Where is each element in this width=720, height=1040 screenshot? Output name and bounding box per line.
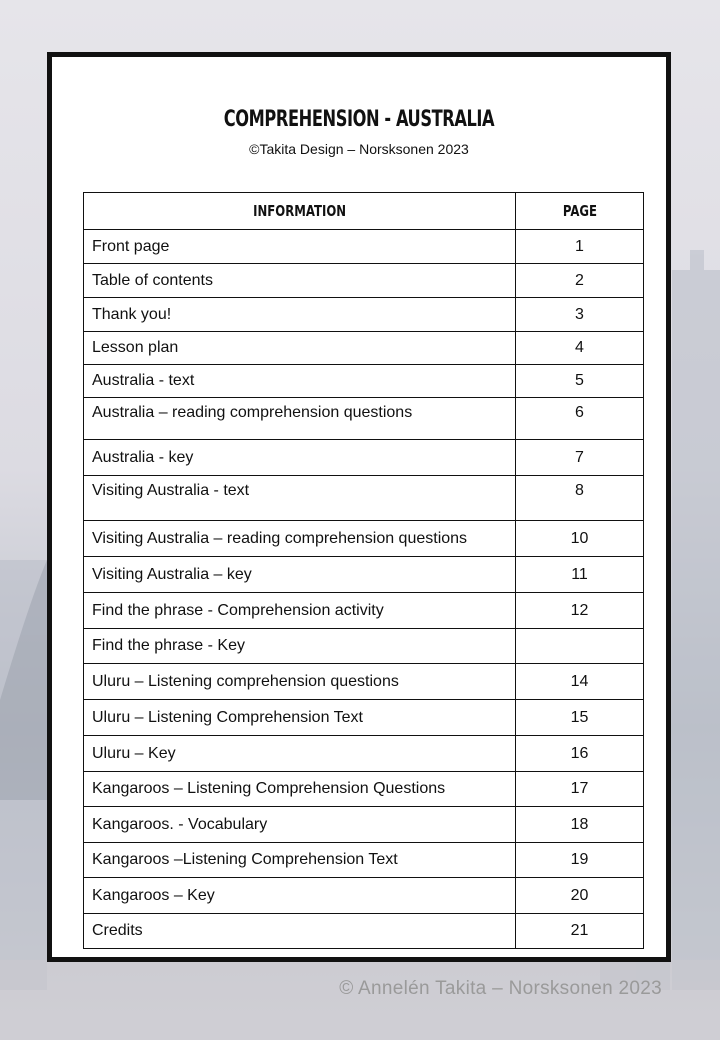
row-page: 7 <box>516 440 644 476</box>
row-info: Kangaroos – Listening Comprehension Questions <box>84 772 516 807</box>
row-page: 12 <box>516 593 644 629</box>
row-info: Uluru – Listening comprehension questions <box>84 664 516 700</box>
row-page <box>516 629 644 664</box>
table-row <box>84 700 644 736</box>
row-page: 10 <box>516 521 644 557</box>
table-row <box>84 230 644 264</box>
row-info: Uluru – Key <box>84 736 516 772</box>
row-page: 14 <box>516 664 644 700</box>
table-row <box>84 914 644 949</box>
table-row <box>84 440 644 476</box>
copyright-watermark: © Annelén Takita – Norsksonen 2023 <box>339 978 662 999</box>
row-info: Front page <box>84 230 516 264</box>
row-page: 4 <box>516 332 644 365</box>
table-row <box>84 772 644 807</box>
table-row <box>84 593 644 629</box>
table-row <box>84 664 644 700</box>
row-page: 3 <box>516 298 644 332</box>
row-info: Credits <box>84 914 516 949</box>
row-info: Find the phrase - Comprehension activity <box>84 593 516 629</box>
contents-table <box>83 192 644 949</box>
document-title: COMPREHENSION - AUSTRALIA <box>223 107 495 132</box>
row-info: Kangaroos. - Vocabulary <box>84 807 516 843</box>
row-page: 19 <box>516 843 644 878</box>
row-page: 20 <box>516 878 644 914</box>
row-info: Thank you! <box>84 298 516 332</box>
document-subtitle: ©Takita Design – Norsksonen 2023 <box>249 141 469 157</box>
row-page: 18 <box>516 807 644 843</box>
table-row <box>84 298 644 332</box>
row-info: Visiting Australia – key <box>84 557 516 593</box>
row-info: Visiting Australia – reading comprehension questions <box>84 521 516 557</box>
table-row <box>84 398 644 440</box>
table-row <box>84 807 644 843</box>
row-info: Table of contents <box>84 264 516 298</box>
row-info: Visiting Australia - text <box>84 476 516 521</box>
table-row <box>84 264 644 298</box>
row-info: Find the phrase - Key <box>84 629 516 664</box>
table-row <box>84 736 644 772</box>
table-row <box>84 557 644 593</box>
table-row <box>84 878 644 914</box>
row-info: Australia - text <box>84 365 516 398</box>
row-info: Uluru – Listening Comprehension Text <box>84 700 516 736</box>
row-page: 1 <box>516 230 644 264</box>
row-info: Australia - key <box>84 440 516 476</box>
row-page: 11 <box>516 557 644 593</box>
row-page: 6 <box>516 398 644 440</box>
row-page: 2 <box>516 264 644 298</box>
header-information: INFORMATION <box>84 193 516 230</box>
row-page: 16 <box>516 736 644 772</box>
table-row <box>84 476 644 521</box>
row-info: Kangaroos –Listening Comprehension Text <box>84 843 516 878</box>
row-info: Lesson plan <box>84 332 516 365</box>
table-row <box>84 521 644 557</box>
row-page: 8 <box>516 476 644 521</box>
table-row <box>84 629 644 664</box>
row-info: Australia – reading comprehension questions <box>84 398 516 440</box>
table-header-row <box>84 193 644 230</box>
table-row <box>84 332 644 365</box>
row-page: 17 <box>516 772 644 807</box>
row-page: 5 <box>516 365 644 398</box>
row-page: 21 <box>516 914 644 949</box>
table-row <box>84 843 644 878</box>
table-row <box>84 365 644 398</box>
document-page <box>47 52 671 962</box>
row-info: Kangaroos – Key <box>84 878 516 914</box>
header-page: PAGE <box>516 193 644 230</box>
row-page: 15 <box>516 700 644 736</box>
